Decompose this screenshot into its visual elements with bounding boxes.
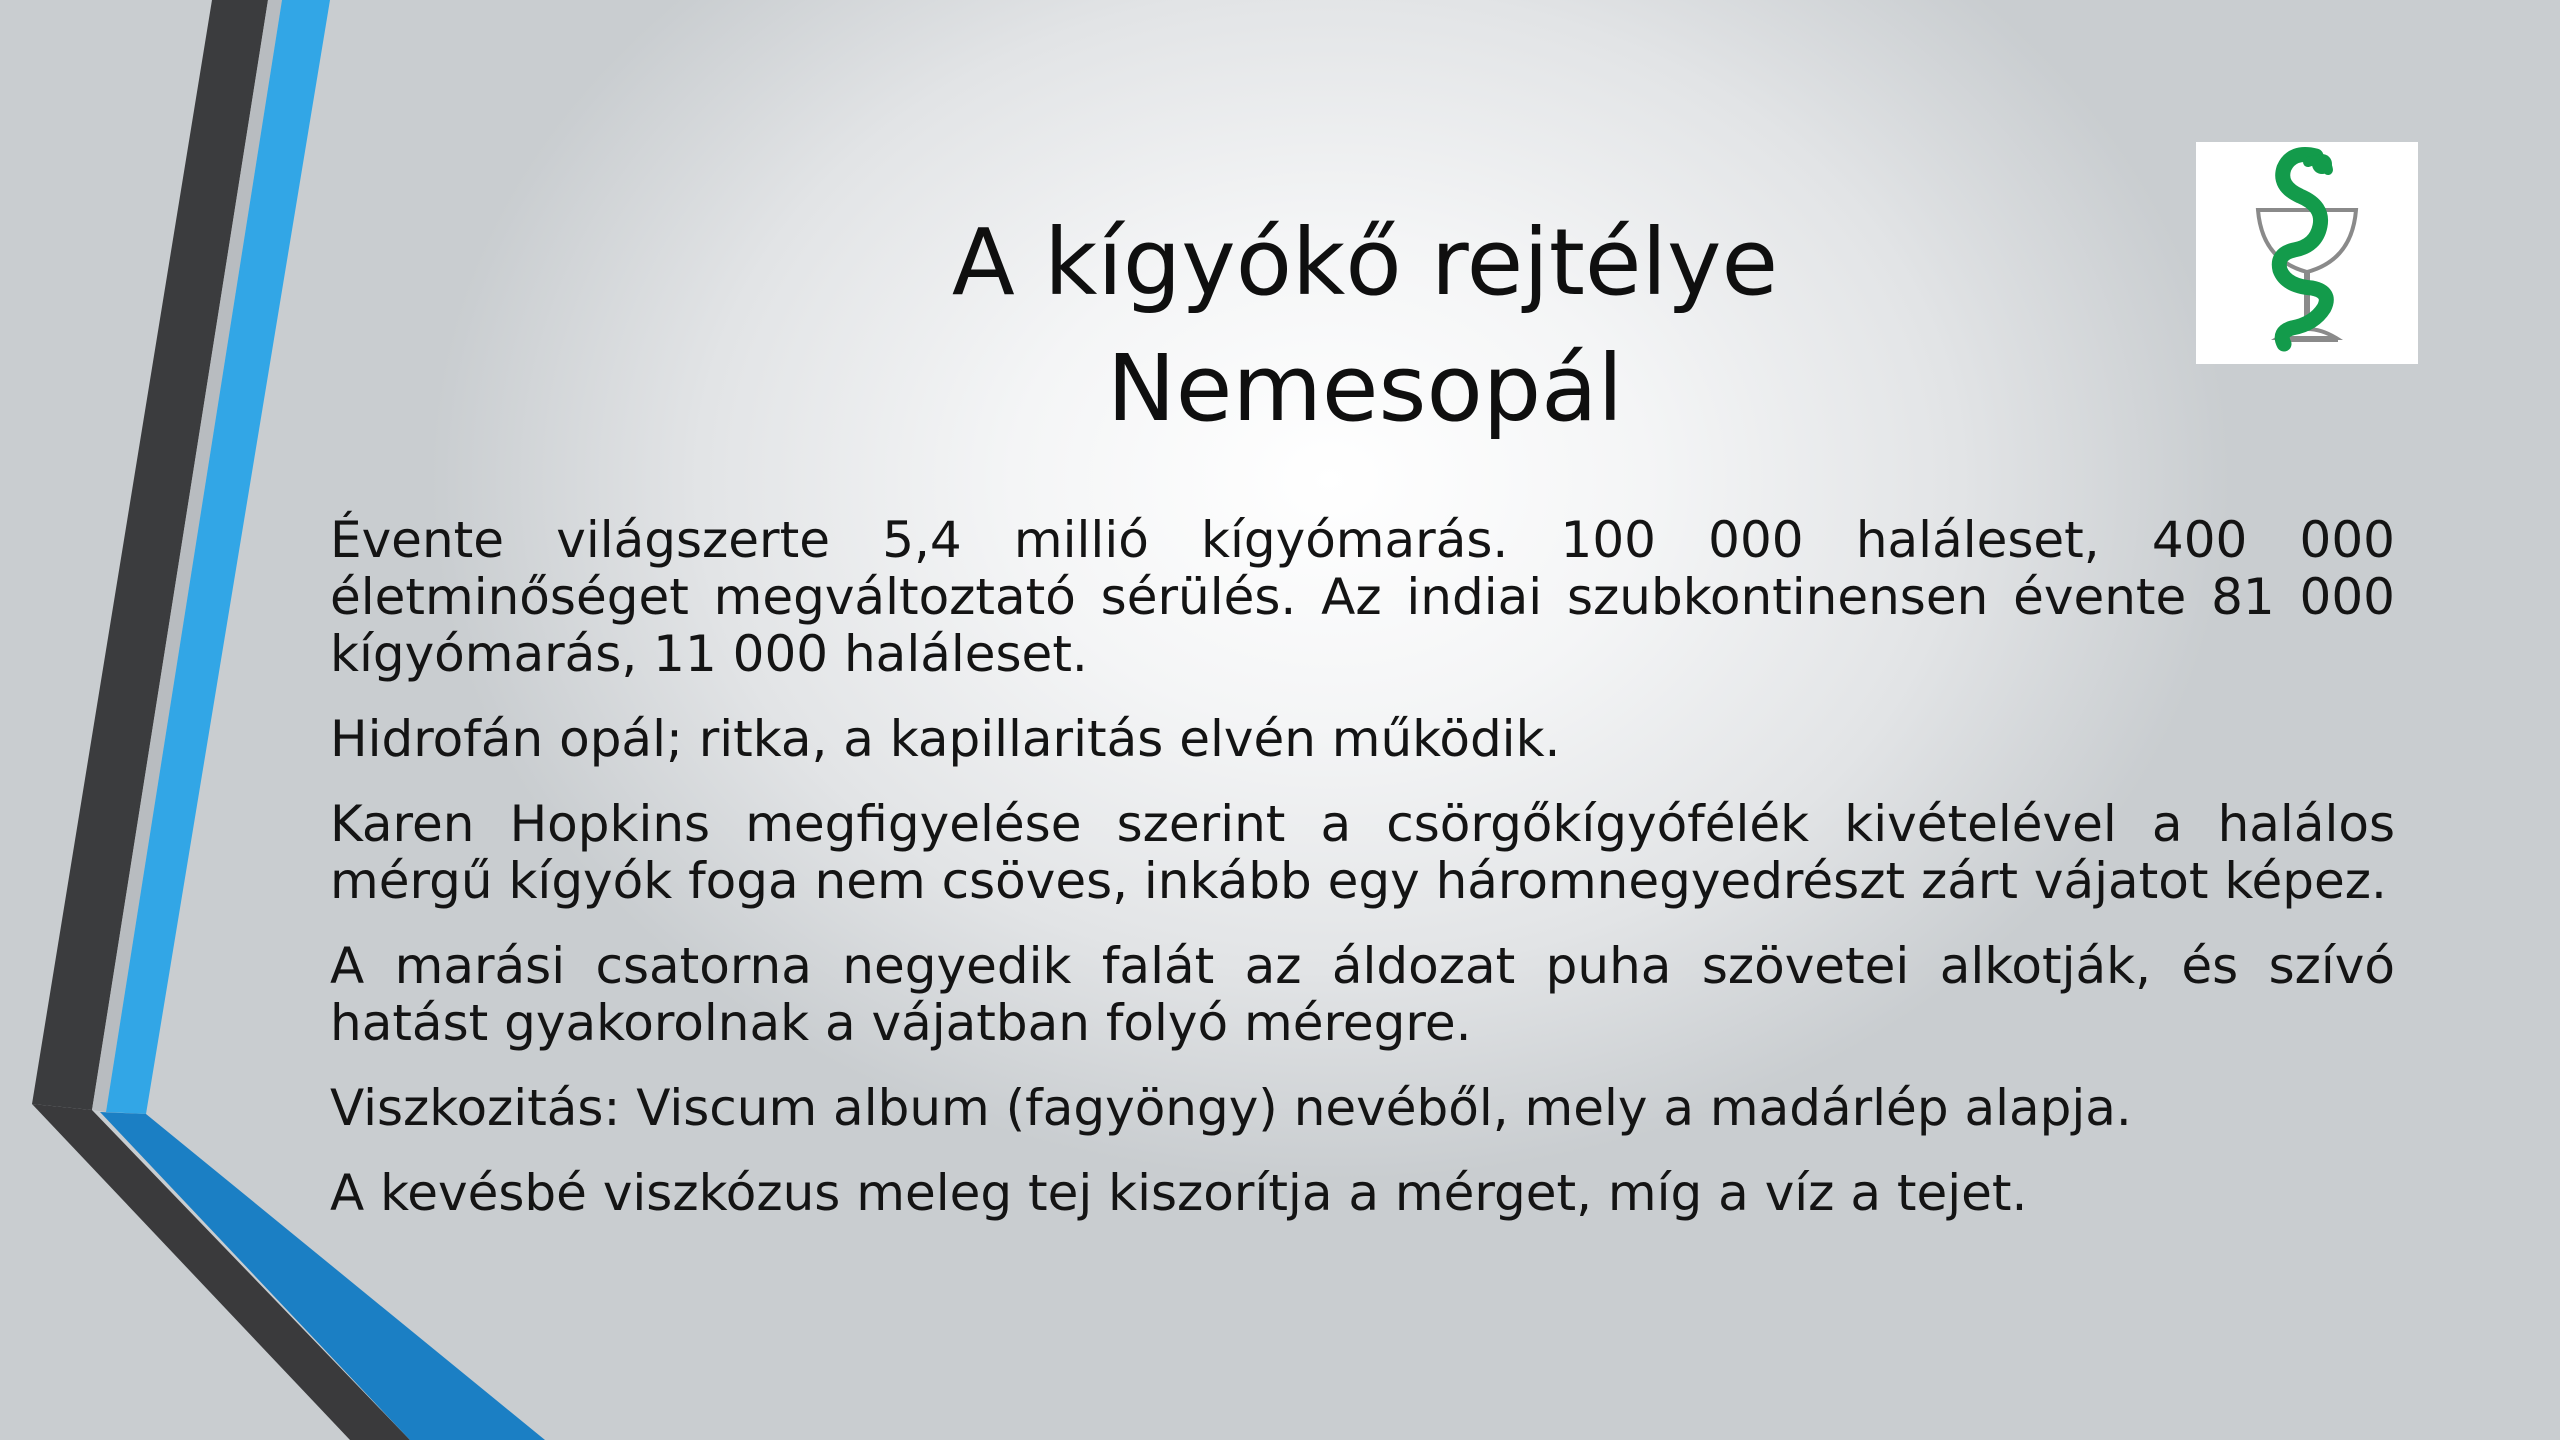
- paragraph-warm-milk: A kevésbé viszkózus meleg tej kiszorítja a mérget, míg a víz a tejet.: [330, 1164, 2028, 1222]
- slide-title: [760, 200, 1970, 452]
- bowl-of-hygieia-icon: [2196, 142, 2418, 364]
- pharmacy-logo: [2196, 142, 2418, 364]
- title-line-1: A kígyókő rejtélye: [951, 209, 1779, 316]
- body-text: [330, 512, 2395, 1250]
- paragraph-karen-hopkins: Karen Hopkins megfigyelése szerint a csörgőkígyófélék kivételével a halálos mérgű kígyók foga nem csöves, inkább egy háromnegyedrészt zárt vájatot képez.: [330, 795, 2395, 910]
- paragraph-viscosity: Viszkozitás: Viscum album (fagyöngy) nevéből, mely a madárlép alapja.: [330, 1079, 2132, 1137]
- title-line-2: Nemesopál: [1106, 335, 1624, 442]
- paragraph-bite-channel: A marási csatorna negyedik falát az áldozat puha szövetei alkotják, és szívó hatást gyakorolnak a vájatban folyó méregre.: [330, 937, 2395, 1052]
- paragraph-hydrophane-opal: Hidrofán opál; ritka, a kapillaritás elvén működik.: [330, 710, 1561, 768]
- paragraph-snakebite-stats: Évente világszerte 5,4 millió kígyómarás. 100 000 haláleset, 400 000 életminőséget megváltoztató sérülés. Az indiai szubkontinensen évente 81 000 kígyómarás, 11 000 haláleset.: [330, 511, 2395, 683]
